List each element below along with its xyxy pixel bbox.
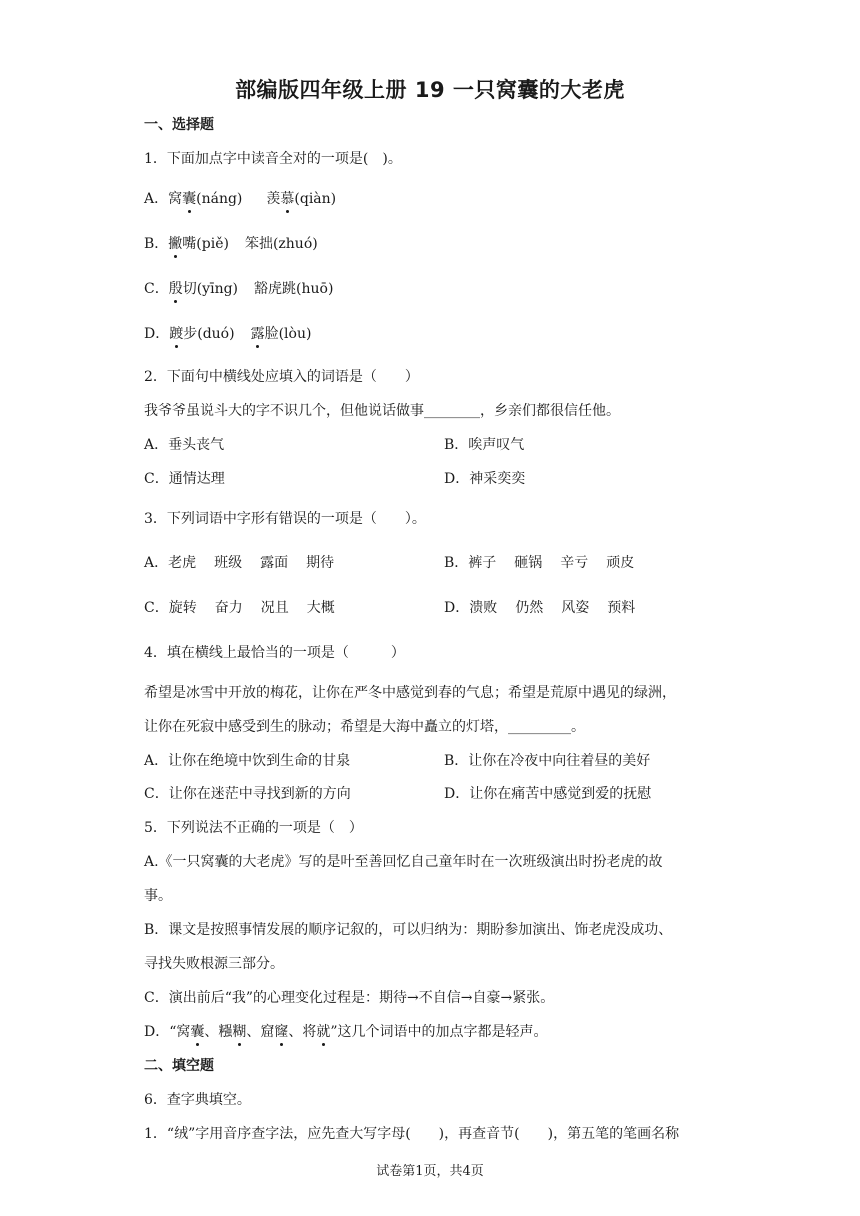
question-3-option-b: B．裤子 砸锅 辛亏 顽皮 (444, 555, 635, 571)
question-5-option-c: C．演出前后“我”的心理变化过程是：期待→不自信→自豪→紧张。 (144, 990, 555, 1006)
question-5-option-a-line-2: 事。 (144, 888, 172, 904)
dotted-char: 慕 (280, 188, 294, 208)
question-1-option-b: B．撇嘴(piě) 笨拙(zhuó) (144, 233, 318, 253)
question-3-option-a: A．老虎 班级 露面 期待 (144, 555, 335, 571)
question-2-stem: 2．下面句中横线处应填入的词语是（ ） (144, 369, 419, 385)
question-3-option-d: D．溃败 仍然 风姿 预料 (444, 600, 636, 616)
question-6-item-1: 1．“绒”字用音序查字法，应先查大写字母( )，再查音节( )，第五笔的笔画名称 (144, 1126, 680, 1142)
section-heading-fill: 二、填空题 (144, 1058, 214, 1074)
question-1-option-c: C．殷切(yīng) 豁虎跳(huō) (144, 278, 333, 298)
question-2-sentence: 我爷爷虽说斗大的字不识几个，但他说话做事________，乡亲们都很信任他。 (144, 403, 620, 419)
question-5-option-b-line-2: 寻找失败根源三部分。 (144, 956, 284, 972)
question-4-option-a: A．让你在绝境中饮到生命的甘泉 (144, 753, 351, 769)
question-5-option-a-line-1: A.《一只窝囊的大老虎》写的是叶至善回忆自己童年时在一次班级演出时扮老虎的故 (144, 854, 663, 870)
dotted-char: 囊 (190, 1021, 204, 1041)
question-4-option-d: D．让你在痛苦中感觉到爱的抚慰 (444, 786, 652, 802)
dotted-char: 就 (316, 1021, 330, 1041)
question-4-text-line-1: 希望是冰雪中开放的梅花，让你在严冬中感觉到春的气息；希望是荒原中遇见的绿洲， (144, 685, 676, 701)
question-6-stem: 6．查字典填空。 (144, 1092, 251, 1108)
section-heading-choice: 一、选择题 (144, 117, 214, 133)
question-2-option-c: C．通情达理 (144, 471, 225, 487)
question-2-option-b: B．唉声叹气 (444, 437, 525, 453)
dotted-char: 踱 (169, 323, 183, 343)
question-4-stem: 4．填在横线上最恰当的一项是（ ） (144, 645, 405, 661)
question-5-option-b-line-1: B．课文是按照事情发展的顺序记叙的，可以归纳为：期盼参加演出、饰老虎没成功、 (144, 922, 673, 938)
question-4-text-line-2: 让你在死寂中感受到生的脉动；希望是大海中矗立的灯塔，_________。 (144, 719, 585, 735)
dotted-char: 糊 (232, 1021, 246, 1041)
question-3-option-c: C．旋转 奋力 况且 大概 (144, 600, 335, 616)
dotted-char: 露 (251, 323, 265, 343)
dotted-char: 殷 (169, 278, 183, 298)
dotted-char: 撇 (168, 233, 182, 253)
question-3-stem: 3．下列词语中字形有错误的一项是（ ）。 (144, 511, 426, 527)
question-4-option-c: C．让你在迷茫中寻找到新的方向 (144, 786, 351, 802)
dotted-char: 窿 (274, 1021, 288, 1041)
question-1-option-a: A．窝囊(náng) 羡慕(qiàn) (144, 188, 336, 208)
page-footer: 试卷第1页，共4页 (376, 1164, 484, 1179)
question-4-option-b: B．让你在冷夜中向往着昼的美好 (444, 753, 651, 769)
question-1-stem: 1．下面加点字中读音全对的一项是( )。 (144, 151, 402, 167)
question-1-option-d: D．踱步(duó) 露脸(lòu) (144, 323, 311, 343)
page-title: 部编版四年级上册 19 一只窝囊的大老虎 (235, 78, 625, 102)
dotted-char: 囊 (182, 188, 196, 208)
question-2-option-a: A．垂头丧气 (144, 437, 225, 453)
question-5-stem: 5．下列说法不正确的一项是（ ） (144, 820, 363, 836)
question-2-option-d: D．神采奕奕 (444, 471, 526, 487)
question-5-option-d: D．“窝囊、糨糊、窟窿、将就”这几个词语中的加点字都是轻声。 (144, 1021, 548, 1041)
